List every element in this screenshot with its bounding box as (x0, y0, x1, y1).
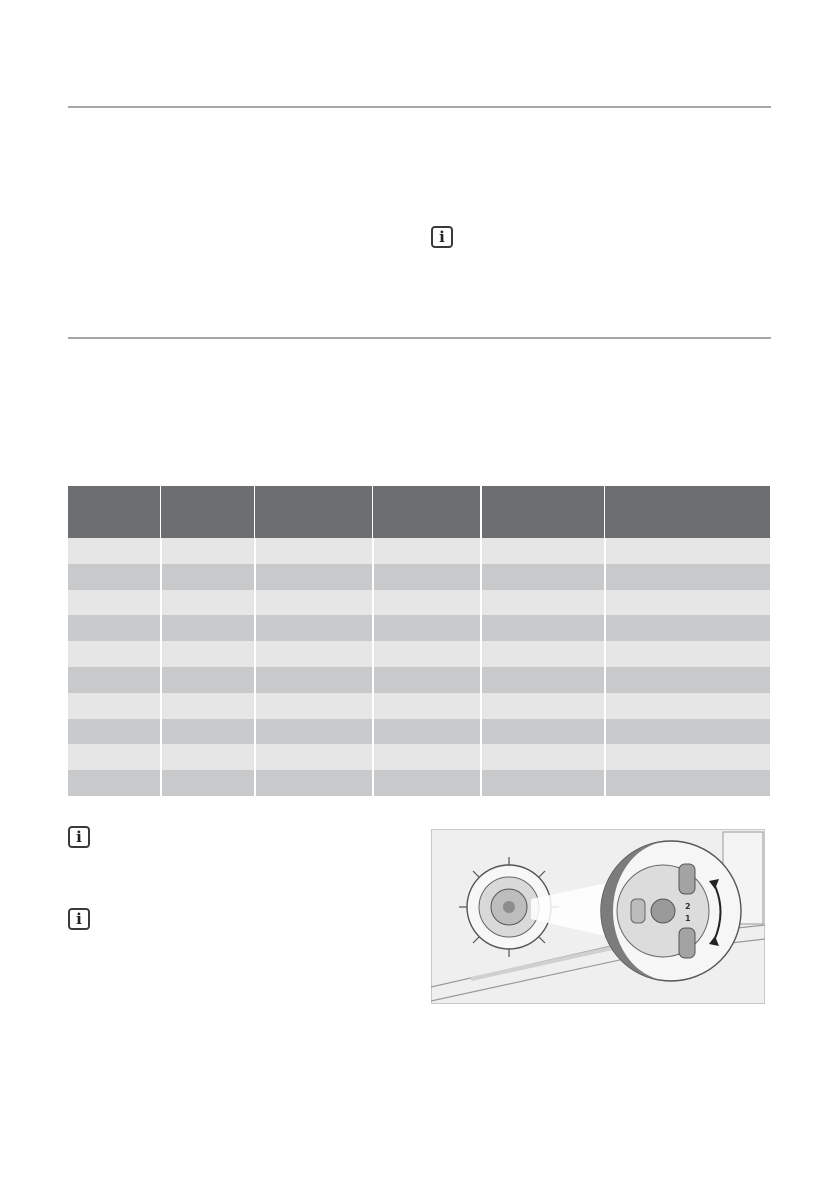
table-row (68, 744, 770, 770)
table-cell (373, 667, 481, 693)
table-cell (161, 719, 255, 745)
table-cell (255, 564, 373, 590)
table-row (68, 770, 770, 796)
table-cell (373, 615, 481, 641)
table-cell (481, 590, 605, 616)
table-cell (605, 641, 770, 667)
table-cell (68, 719, 161, 745)
table-cell (373, 564, 481, 590)
table-cell (373, 719, 481, 745)
table-cell (605, 744, 770, 770)
table-cell (605, 538, 770, 564)
dial-mark: 1 (685, 914, 691, 923)
table-cell (481, 719, 605, 745)
dial-illustration-svg (431, 829, 765, 1004)
table-cell (481, 770, 605, 796)
table-cell (373, 693, 481, 719)
table-row (68, 564, 770, 590)
table-cell (255, 693, 373, 719)
table-header-cell (481, 512, 605, 538)
table-cell (68, 667, 161, 693)
table-header-cell (255, 512, 373, 538)
table-cell (255, 667, 373, 693)
softener-dial-large (601, 841, 741, 981)
info-icon: i (68, 908, 90, 930)
table-cell (481, 538, 605, 564)
table-cell (605, 564, 770, 590)
table-cell (68, 564, 161, 590)
section-divider-top (68, 106, 771, 108)
table-header-cell (605, 512, 770, 538)
table-cell (255, 770, 373, 796)
table-cell (161, 564, 255, 590)
table-cell (605, 770, 770, 796)
table-cell (255, 641, 373, 667)
table-cell (161, 693, 255, 719)
table-cell (161, 744, 255, 770)
dial-mark: 2 (685, 902, 691, 911)
table-cell (605, 615, 770, 641)
section-divider-middle (68, 337, 771, 339)
info-icon: i (68, 826, 90, 848)
table-header-cell (373, 486, 481, 512)
water-hardness-table (68, 486, 770, 796)
table-cell (373, 770, 481, 796)
table-cell (161, 641, 255, 667)
table-cell (605, 667, 770, 693)
table-cell (373, 641, 481, 667)
table-row (68, 590, 770, 616)
table-cell (68, 744, 161, 770)
table-header-cell (68, 512, 161, 538)
table-cell (481, 744, 605, 770)
table-cell (481, 564, 605, 590)
table-header-row (68, 512, 770, 538)
table-cell (68, 538, 161, 564)
table-row (68, 538, 770, 564)
table-cell (481, 641, 605, 667)
table-cell (161, 667, 255, 693)
table-row (68, 667, 770, 693)
table-header-cell (373, 512, 481, 538)
table-header-cell (161, 512, 255, 538)
table-cell (605, 719, 770, 745)
table-row (68, 641, 770, 667)
table-header-cell (161, 486, 255, 512)
table-cell (255, 615, 373, 641)
table-row (68, 693, 770, 719)
table-cell (68, 615, 161, 641)
table-cell (373, 590, 481, 616)
table-header-cell (481, 486, 605, 512)
table-cell (605, 590, 770, 616)
table-cell (255, 744, 373, 770)
dial-illustration (431, 829, 765, 1004)
table-cell (161, 538, 255, 564)
table-cell (255, 538, 373, 564)
table-cell (68, 590, 161, 616)
table-cell (161, 770, 255, 796)
table-cell (481, 693, 605, 719)
table-cell (373, 538, 481, 564)
table-cell (481, 615, 605, 641)
table-header-cell (605, 486, 770, 512)
table-cell (481, 667, 605, 693)
table-cell (255, 590, 373, 616)
table-cell (68, 641, 161, 667)
table-header-cell (68, 486, 161, 512)
table-header-row (68, 486, 770, 512)
table-cell (68, 693, 161, 719)
table-cell (68, 770, 161, 796)
table-cell (373, 744, 481, 770)
table-header-cell (255, 486, 373, 512)
table-row (68, 719, 770, 745)
table-row (68, 615, 770, 641)
table-cell (161, 615, 255, 641)
table-cell (255, 719, 373, 745)
table-cell (605, 693, 770, 719)
table-cell (161, 590, 255, 616)
info-icon: i (431, 226, 453, 248)
